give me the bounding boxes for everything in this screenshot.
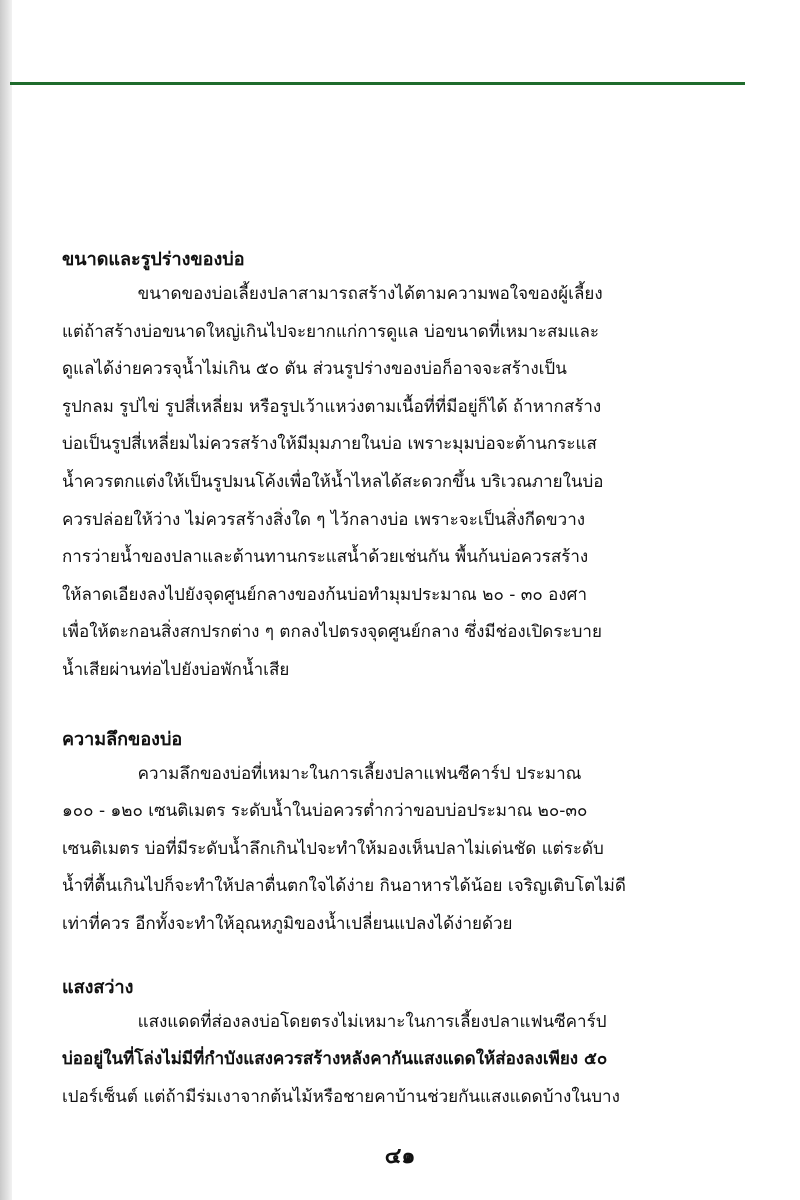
text-line: เซนติเมตร บ่อที่มีระดับน้ำลึกเกินไปจะทำให้มองเห็นปลาไม่เด่นชัด แต่ระดับ [62,838,604,859]
section-heading-pond-depth: ความลึกของบ่อ [62,728,183,750]
text-line: บ่อเป็นรูปสี่เหลี่ยมไม่ควรสร้างให้มีมุมภายในบ่อ เพราะมุมบ่อจะต้านกระแส [62,434,597,455]
text-line: แสงแดดที่ส่องลงบ่อโดยตรงไม่เหมาะในการเลี้ยงปลาแฟนซีคาร์ป [62,1011,607,1032]
text-line: เปอร์เซ็นต์ แต่ถ้ามีร่มเงาจากต้นไม้หรือชายคาบ้านช่วยกันแสงแดดบ้างในบาง [62,1086,620,1107]
text-line: น้ำที่ตื้นเกินไปก็จะทำให้ปลาตื่นตกใจได้ง่าย กินอาหารได้น้อย เจริญเติบโตไม่ดี [62,876,626,897]
text-line: แต่ถ้าสร้างบ่อขนาดใหญ่เกินไปจะยากแก่การดูแล บ่อขนาดที่เหมาะสมและ [62,321,600,342]
text-line: ๑๐๐ - ๑๒๐ เซนติเมตร ระดับน้ำในบ่อควรต่ำกว่าขอบบ่อประมาณ ๒๐-๓๐ [62,801,588,822]
text-line: เพื่อให้ตะกอนสิ่งสกปรกต่าง ๆ ตกลงไปตรงจุดศูนย์กลาง ซึ่งมีช่องเปิดระบาย [62,622,602,643]
text-line: บ่ออยู่ในที่โล่งไม่มีที่กำบังแสงควรสร้างหลังคากันแสงแดดให้ส่องลงเพียง ๕๐ [62,1049,608,1070]
text-line: ควรปล่อยให้ว่าง ไม่ควรสร้างสิ่งใด ๆ ไว้กลางบ่อ เพราะจะเป็นสิ่งกีดขวาง [62,509,586,530]
section-body-pond-size [62,276,698,690]
text-line: การว่ายน้ำของปลาและต้านทานกระแสน้ำด้วยเช่นกัน พื้นก้นบ่อควรสร้าง [62,547,589,568]
text-line: ดูแลได้ง่ายควรจุน้ำไม่เกิน ๕๐ ตัน ส่วนรูปร่างของบ่อก็อาจจะสร้างเป็น [62,359,567,380]
section-body-light [62,1004,698,1117]
text-line: น้ำควรตกแต่งให้เป็นรูปมนโค้งเพื่อให้น้ำไหลได้สะดวกขึ้น บริเวณภายในบ่อ [62,471,604,492]
text-line: ให้ลาดเอียงลงไปยังจุดศูนย์กลางของก้นบ่อทำมุมประมาณ ๒๐ - ๓๐ องศา [62,584,588,605]
text-line: รูปกลม รูปไข่ รูปสี่เหลี่ยม หรือรูปเว้าแหว่งตามเนื้อที่ที่มีอยู่ก็ได้ ถ้าหากสร้าง [62,396,602,417]
text-line: ความลึกของบ่อที่เหมาะในการเลี้ยงปลาแฟนซีคาร์ป ประมาณ [62,763,582,784]
section-heading-light: แสงสว่าง [62,976,134,998]
header-rule [10,82,745,85]
section-body-pond-depth [62,756,698,944]
page-content [62,244,698,1116]
section-heading-pond-size: ขนาดและรูปร่างของบ่อ [62,249,245,270]
page-number: ๔๑ [384,1144,416,1169]
book-spine-shadow [0,0,12,1200]
text-line: น้ำเสียผ่านท่อไปยังบ่อพักน้ำเสีย [62,659,290,680]
text-line: ขนาดของบ่อเลี้ยงปลาสามารถสร้างได้ตามความพอใจของผู้เลี้ยง [62,284,603,304]
text-line: เท่าที่ควร อีกทั้งจะทำให้อุณหภูมิของน้ำเปลี่ยนแปลงได้ง่ายด้วย [62,913,513,934]
